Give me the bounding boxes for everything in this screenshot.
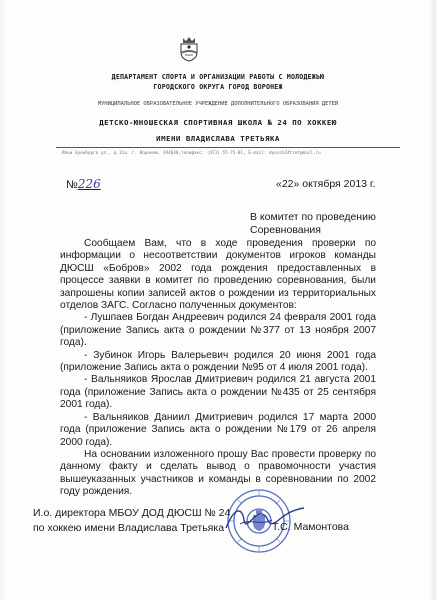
letterhead-divider — [56, 147, 400, 148]
body-item-1: - Лушпаев Богдан Андреевич родился 24 февраля 2001 года (приложение Запись акта о рождении №377 от 13 ноября 2007 года). — [60, 312, 376, 349]
outgoing-number — [66, 177, 101, 191]
body-item-3: - Вальняиков Ярослав Дмитриевич родился 21 августа 2001 года (приложение Запись акта о рождении №435 от 25 сентября 2001 года). — [60, 374, 376, 411]
handwritten-number: 226 — [77, 177, 101, 191]
school-honorific: ИМЕНИ ВЛАДИСЛАВА ТРЕТЬЯКА — [156, 134, 280, 143]
signatory-name: Т.С. Мамонтова — [272, 521, 349, 533]
signatory-title-line-1: И.о. директора МБОУ ДОД ДЮСШ № 24 — [33, 507, 231, 519]
city-coat-of-arms-icon — [178, 36, 200, 62]
number-prefix: № — [66, 179, 78, 191]
body-paragraph-request: На основании изложенного прошу Вас провести проверку по данному факту и сделать вывод о правомочности участия вышеуказанных участников и команды в соревновании по 2002 году рождения. — [60, 448, 376, 498]
signatory-title — [33, 506, 230, 536]
body-item-4: - Вальняиков Даниил Дмитриевич родился 17 марта 2000 года (приложение Запись акта о рождении №179 от 26 апреля 2000 года). — [60, 411, 376, 448]
city-district-name: ГОРОДСКОГО ОКРУГА ГОРОД ВОРОНЕЖ — [153, 83, 283, 91]
school-name: ДЕТСКО-ЮНОШЕСКАЯ СПОРТИВНАЯ ШКОЛА № 24 ПО ХОККЕЮ — [99, 118, 337, 127]
signatory-title-line-2: по хоккею имени Владислава Третьяка — [33, 522, 225, 534]
department-name: ДЕПАРТАМЕНТ СПОРТА И ОРГАНИЗАЦИИ РАБОТЫ С МОЛОДЕЖЬЮ — [111, 73, 325, 81]
recipient — [250, 211, 376, 237]
body-paragraph-intro: Сообщаем Вам, что в ходе проведения проверки по информации о несоответствии документов игроков команды ДЮСШ «Бобров» 2002 года рождения предоставленных в процессе заявки в комитет по проведению соревнования, были запрошены копии записей актов о рождении из территориальных отделов ЗАГС. Согласно полученных документов: — [60, 238, 376, 312]
recipient-line-2: Соревнования — [250, 224, 321, 236]
institution-type: МУНИЦИПАЛЬНОЕ ОБРАЗОВАТЕЛЬНОЕ УЧРЕЖДЕНИЕ ДОПОЛНИТЕЛЬНОГО ОБРАЗОВАНИЯ ДЕТЕЙ — [97, 101, 339, 107]
contact-address: Ильи Эренбурга ул., д.11а, г. Воронеж, 394030,телефакс: (473) 55-75-01, E-mail: dyussh24tret@mail.ru — [62, 151, 321, 156]
letter-body — [60, 238, 376, 499]
letter-date: «22» октября 2013 г. — [276, 178, 376, 190]
recipient-line-1: В комитет по проведению — [250, 211, 376, 223]
body-item-2: - Зубинок Игорь Валерьевич родился 20 июня 2001 года (приложение Запись акта о рождении №95 от 4 июля 2001 года). — [60, 349, 376, 374]
